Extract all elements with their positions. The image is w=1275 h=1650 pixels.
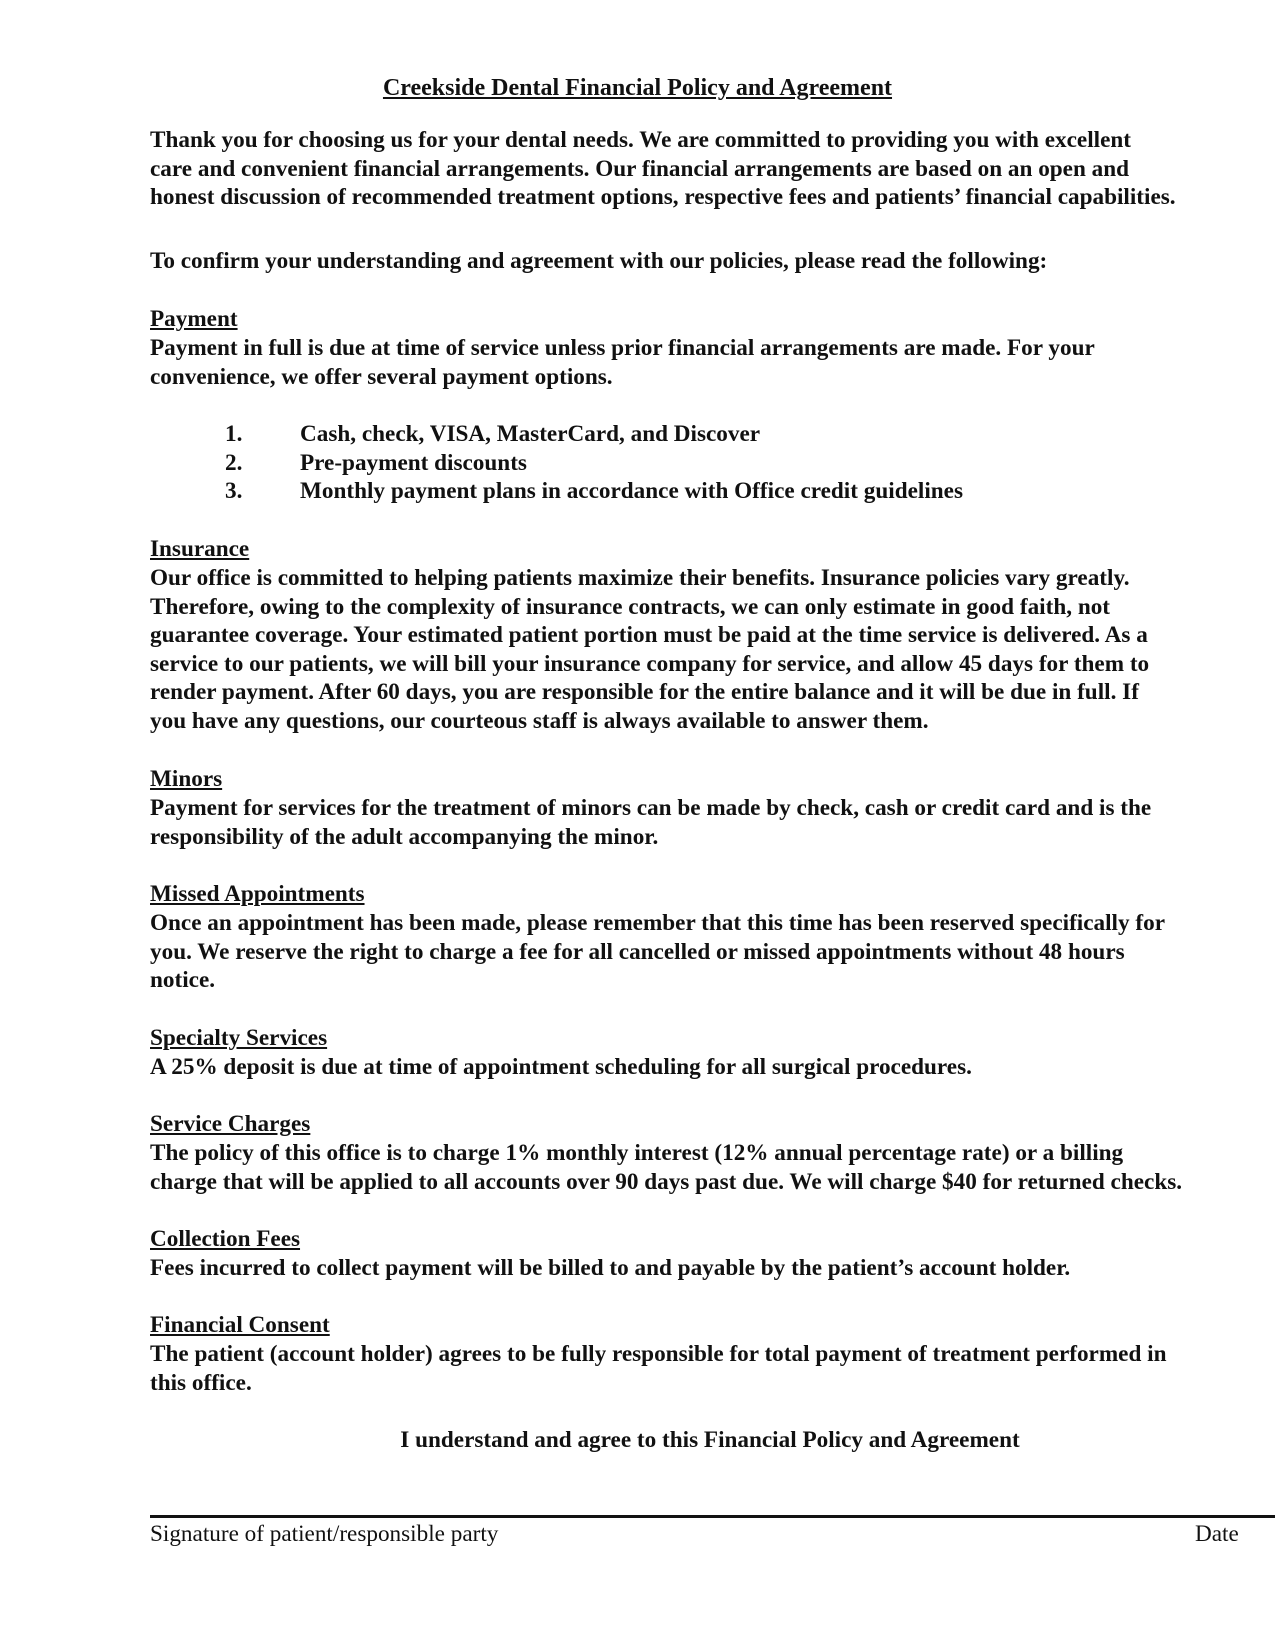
payment-option	[225, 449, 963, 478]
minors-line: Payment for services for the treatment of minors can be made by check, cash or credit card and is the	[150, 795, 1152, 821]
service-charges-line: The policy of this office is to charge 1% monthly interest (12% annual percentage rate) or a billing	[150, 1140, 1124, 1166]
payment-option-text: Cash, check, VISA, MasterCard, and Discover	[300, 421, 761, 447]
missed-appointments-paragraph	[150, 909, 1270, 995]
service-charges-heading: Service Charges	[150, 1111, 311, 1137]
date-label: Date	[1195, 1521, 1239, 1547]
payment-option-number: 1.	[225, 421, 243, 447]
payment-option-text: Monthly payment plans in accordance with Office credit guidelines	[300, 478, 963, 505]
agreement-statement: I understand and agree to this Financial Policy and Agreement	[400, 1427, 1020, 1453]
payment-line: convenience, we offer several payment options.	[150, 363, 613, 390]
payment-option-number: 3.	[225, 478, 243, 505]
insurance-line: Therefore, owing to the complexity of insurance contracts, we can only estimate in good faith, not	[150, 593, 1111, 620]
insurance-heading: Insurance	[150, 536, 250, 562]
payment-option-text: Pre-payment discounts	[300, 449, 527, 476]
financial-consent-line: The patient (account holder) agrees to be fully responsible for total payment of treatment performed in	[150, 1341, 1167, 1367]
insurance-paragraph	[150, 564, 1270, 736]
confirm-paragraph	[150, 247, 1270, 276]
intro-line: care and convenient financial arrangements. Our financial arrangements are based on an open and	[150, 155, 1130, 182]
insurance-line: service to our patients, we will bill your insurance company for service, and allow 45 days for them to	[150, 650, 1150, 677]
confirm-line: To confirm your understanding and agreement with our policies, please read the following:	[150, 248, 1048, 274]
payment-option	[225, 420, 963, 449]
payment-option-number: 2.	[225, 449, 243, 476]
payment-paragraph	[150, 334, 1270, 391]
specialty-services-heading: Specialty Services	[150, 1025, 328, 1051]
insurance-line: render payment. After 60 days, you are responsible for the entire balance and it will be due in full. If	[150, 679, 1139, 706]
missed-appointments-heading: Missed Appointments	[150, 881, 365, 907]
signature-line[interactable]	[150, 1515, 1275, 1518]
insurance-line: guarantee coverage. Your estimated patient portion must be paid at the time service is delivered. As a	[150, 622, 1148, 649]
insurance-line: you have any questions, our courteous staff is always available to answer them.	[150, 707, 929, 734]
specialty-services-line: A 25% deposit is due at time of appointment scheduling for all surgical procedures.	[150, 1054, 972, 1080]
service-charges-line: charge that will be applied to all accounts over 90 days past due. We will charge $40 for returned checks.	[150, 1168, 1183, 1195]
financial-consent-paragraph	[150, 1340, 1270, 1397]
payment-options-list	[225, 420, 963, 506]
payment-option	[225, 477, 963, 506]
specialty-services-paragraph	[150, 1053, 1270, 1082]
payment-heading: Payment	[150, 306, 238, 332]
signature-label: Signature of patient/responsible party	[150, 1521, 499, 1547]
document-title-text: Creekside Dental Financial Policy and Agreement	[382, 75, 893, 101]
service-charges-paragraph	[150, 1139, 1270, 1196]
missed-appointments-line: notice.	[150, 967, 216, 994]
intro-paragraph	[150, 126, 1270, 212]
intro-line: Thank you for choosing us for your dental needs. We are committed to providing you with excellent	[150, 127, 1132, 153]
collection-fees-line: Fees incurred to collect payment will be billed to and payable by the patient’s account holder.	[150, 1255, 1071, 1281]
minors-heading: Minors	[150, 766, 223, 792]
missed-appointments-line: you. We reserve the right to charge a fee for all cancelled or missed appointments without 48 hours	[150, 938, 1125, 965]
missed-appointments-line: Once an appointment has been made, please remember that this time has been reserved specifically for	[150, 910, 1165, 936]
payment-line: Payment in full is due at time of service unless prior financial arrangements are made. For your	[150, 335, 1095, 361]
financial-consent-heading: Financial Consent	[150, 1312, 330, 1338]
minors-paragraph	[150, 794, 1270, 851]
collection-fees-heading: Collection Fees	[150, 1226, 301, 1252]
financial-consent-line: this office.	[150, 1369, 252, 1396]
collection-fees-paragraph	[150, 1254, 1270, 1283]
document-title	[0, 73, 1275, 103]
insurance-line: Our office is committed to helping patients maximize their benefits. Insurance policies vary greatly.	[150, 565, 1130, 591]
minors-line: responsibility of the adult accompanying the minor.	[150, 823, 659, 850]
intro-line: honest discussion of recommended treatment options, respective fees and patients’ financial capabilities.	[150, 184, 1176, 211]
